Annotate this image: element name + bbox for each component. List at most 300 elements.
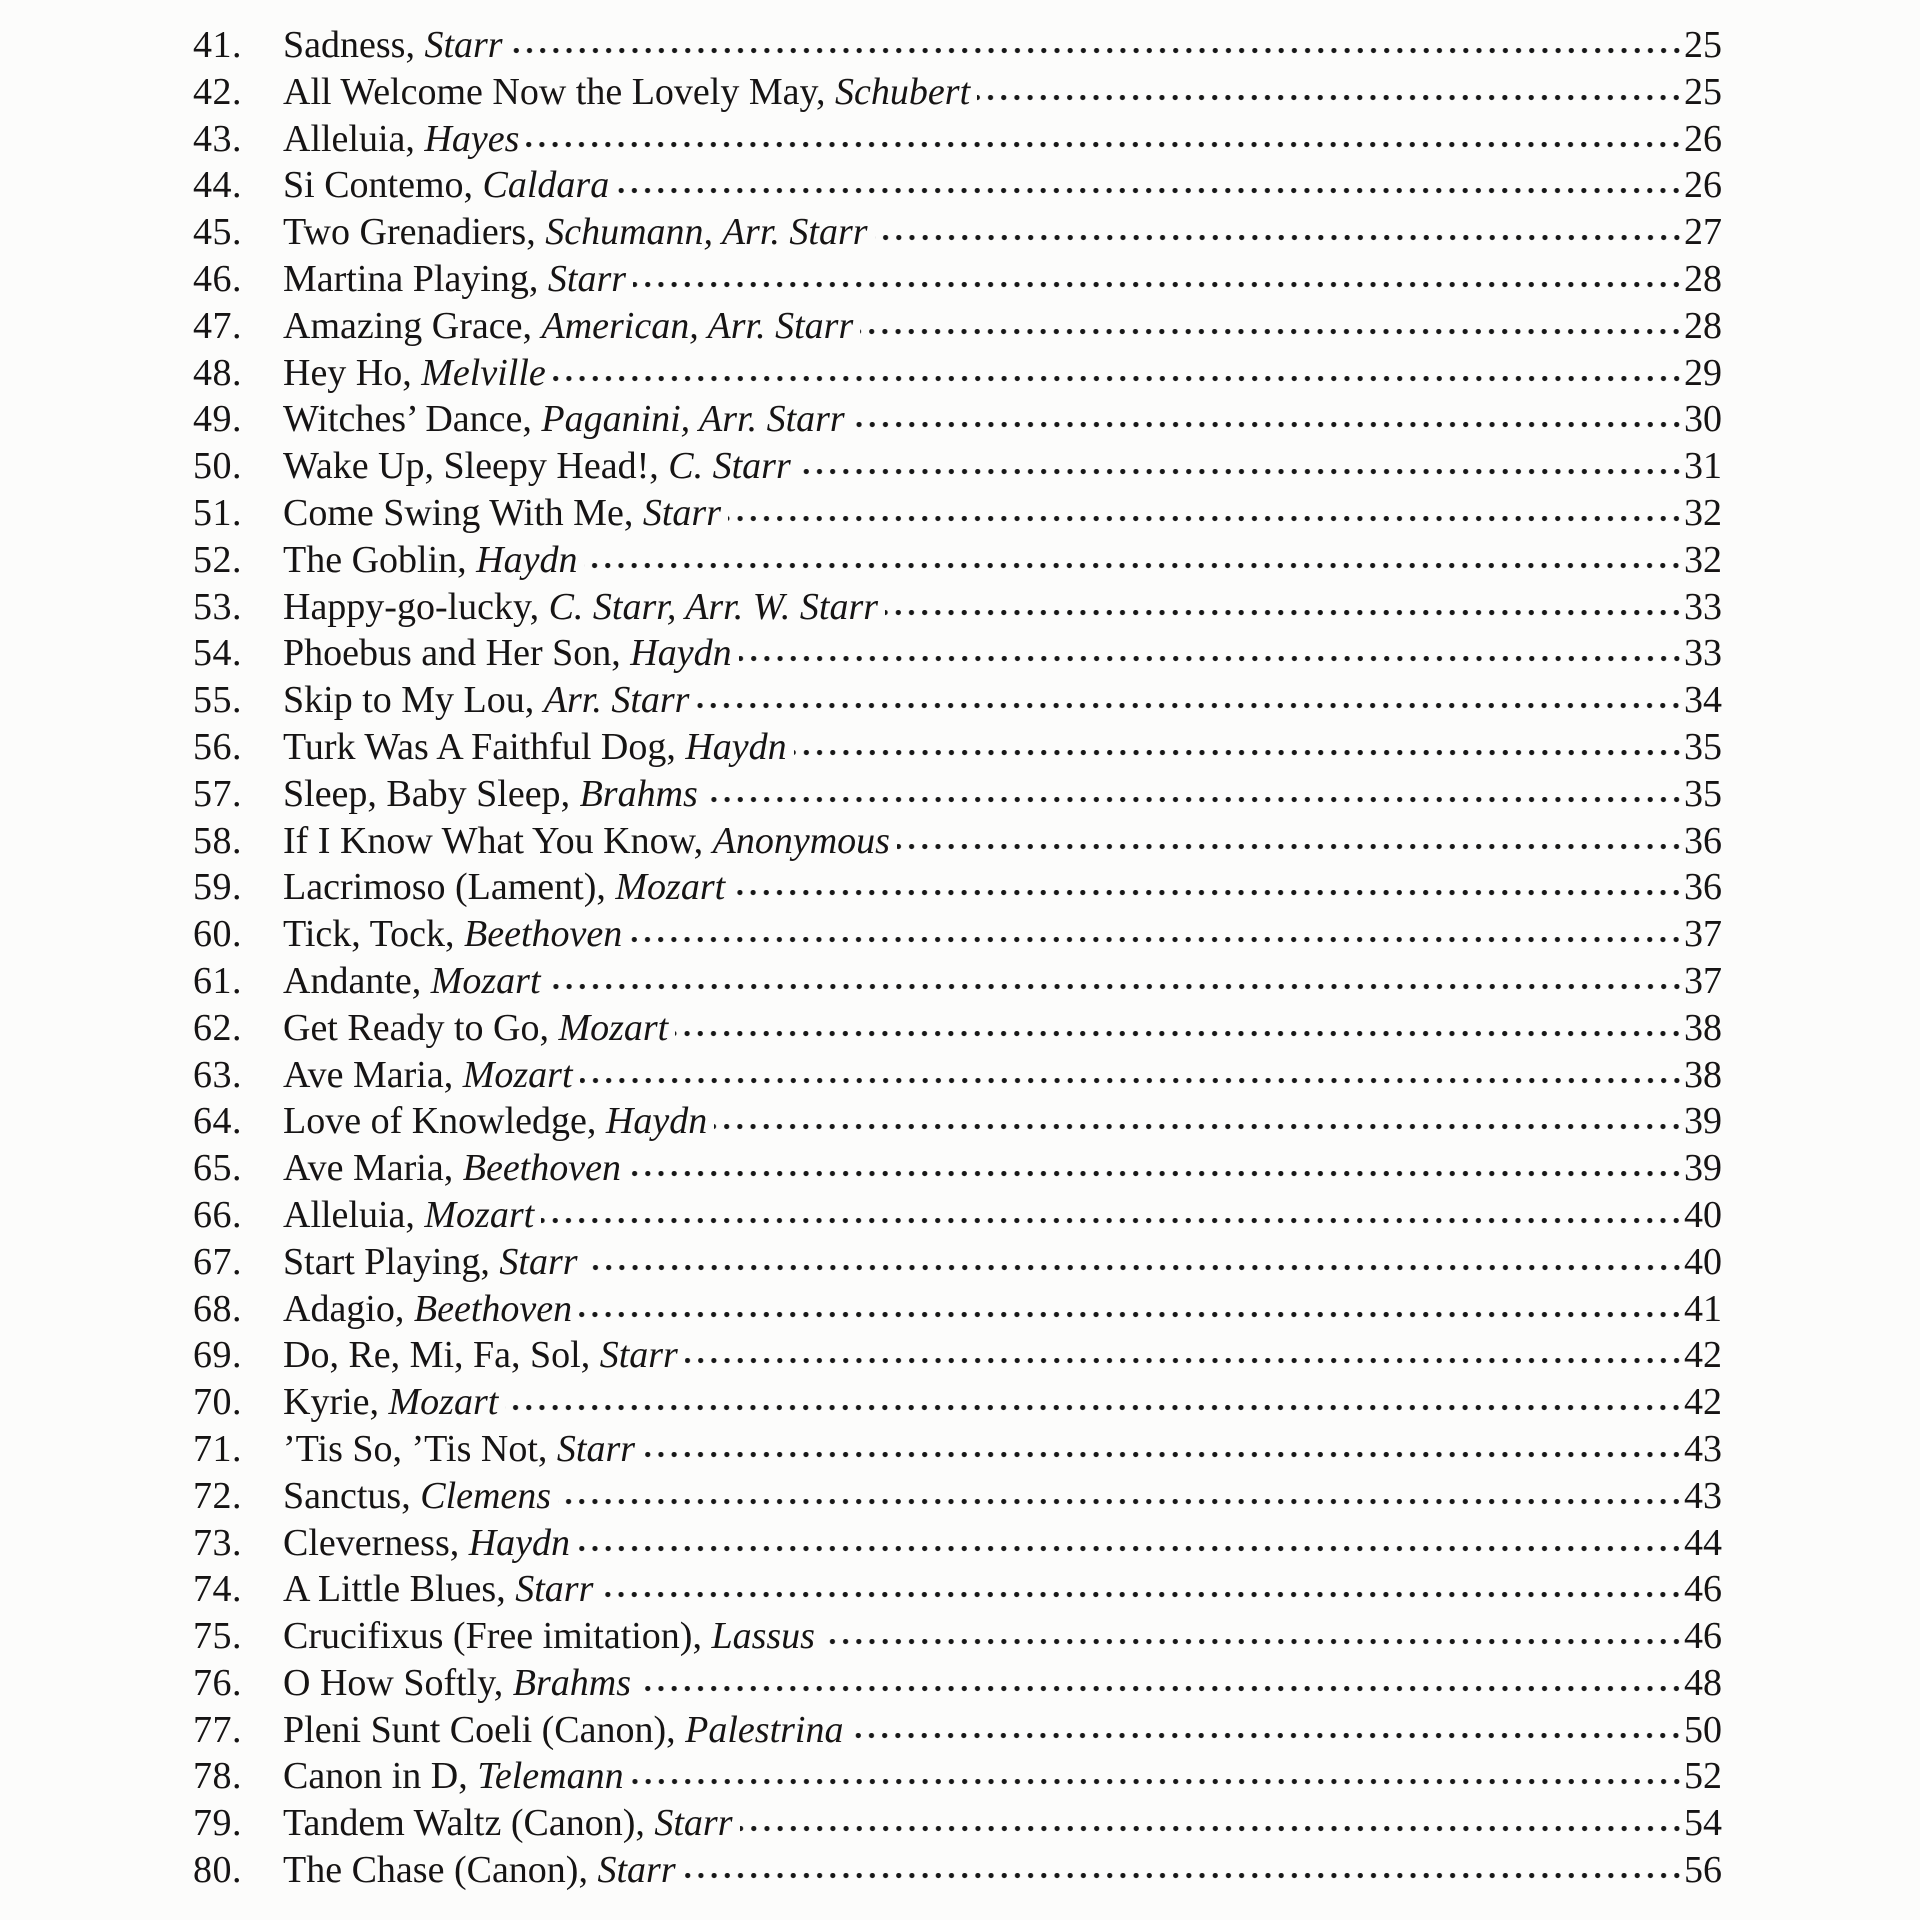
entry-title — [283, 537, 577, 584]
entry-composer: Starr — [556, 1427, 636, 1470]
entry-title-text: A Little Blues — [283, 1568, 497, 1611]
entry-composer: Beethoven — [413, 1287, 573, 1330]
entry-number: 43. — [193, 117, 242, 160]
entry-number: 79. — [193, 1802, 242, 1845]
entry-title — [283, 864, 725, 911]
entry-title-text: The Goblin — [283, 538, 458, 581]
entry-title — [283, 630, 732, 677]
entry-title — [283, 396, 845, 443]
title-composer-separator: , — [578, 1849, 598, 1892]
toc-entry — [193, 69, 1722, 116]
toc-entry — [193, 1052, 1722, 1099]
entry-title — [283, 771, 698, 818]
title-composer-separator: , — [623, 491, 643, 534]
dot-leader — [977, 95, 1684, 104]
entry-page-number: 31 — [1684, 445, 1722, 488]
entry-title — [283, 911, 622, 958]
entry-title-text: Do, Re, Mi, Fa, Sol — [283, 1334, 581, 1377]
entry-title-text: Sadness — [283, 24, 406, 66]
title-composer-separator: , — [580, 1334, 600, 1377]
entry-page-number: 29 — [1684, 351, 1722, 394]
entry-title-text: Love of Knowledge — [283, 1100, 587, 1143]
entry-number: 63. — [193, 1053, 242, 1096]
title-composer-separator: , — [666, 725, 686, 768]
dot-leader — [860, 329, 1684, 338]
entry-page-number: 26 — [1684, 117, 1722, 160]
toc-entry — [193, 1753, 1722, 1800]
title-composer-separator: , — [445, 913, 465, 956]
entry-page-number: 35 — [1684, 725, 1722, 768]
toc-entry — [193, 1332, 1722, 1379]
entry-number: 75. — [193, 1615, 242, 1658]
entry-title-text: Alleluia — [283, 1193, 406, 1236]
entry-composer: Haydn — [630, 632, 732, 675]
entry-number: 51. — [193, 491, 242, 534]
toc-entry — [193, 1426, 1722, 1473]
toc-entry — [193, 630, 1722, 677]
entry-title — [283, 116, 519, 163]
entry-title — [283, 1613, 815, 1660]
entry-page-number: 41 — [1684, 1287, 1722, 1330]
toc-entry — [193, 350, 1722, 397]
entry-title — [283, 1098, 707, 1145]
entry-title — [283, 1052, 573, 1099]
entry-title-text: All Welcome Now the Lovely May — [283, 70, 817, 113]
toc-entry — [193, 584, 1722, 631]
dot-leader — [728, 516, 1684, 525]
title-composer-separator: , — [666, 1708, 686, 1751]
toc-entry — [193, 490, 1722, 537]
title-composer-separator: , — [394, 1287, 414, 1330]
entry-number: 70. — [193, 1381, 242, 1424]
entry-title-text: If I Know What You Know — [283, 819, 694, 862]
dot-leader — [739, 656, 1684, 665]
entry-page-number: 50 — [1684, 1708, 1722, 1751]
title-composer-separator: , — [405, 1193, 425, 1236]
entry-title — [283, 1192, 534, 1239]
entry-title-text: Alleluia — [283, 117, 406, 160]
entry-title-text: Witches’ Dance — [283, 398, 523, 441]
toc-entry — [193, 22, 1722, 69]
entry-title-text: Crucifixus (Free imitation) — [283, 1615, 693, 1658]
entry-number: 74. — [193, 1568, 242, 1611]
entry-composer: C. Starr — [668, 445, 791, 488]
entry-page-number: 30 — [1684, 398, 1722, 441]
entry-number: 72. — [193, 1474, 242, 1517]
entry-composer: Paganini, Arr. Starr — [541, 398, 845, 441]
toc-entry — [193, 1005, 1722, 1052]
entry-number: 58. — [193, 819, 242, 862]
toc-entry — [193, 1566, 1722, 1613]
entry-title-text: Get Ready to Go — [283, 1006, 540, 1049]
title-composer-separator: , — [693, 819, 713, 862]
entry-composer: Mozart — [615, 866, 726, 909]
entry-title — [283, 256, 626, 303]
dot-leader — [579, 1312, 1684, 1321]
dot-leader — [584, 563, 1684, 572]
entry-title — [283, 1286, 572, 1333]
toc-entry — [193, 1379, 1722, 1426]
dot-leader — [885, 610, 1684, 619]
entry-title — [283, 1847, 676, 1894]
entry-number: 59. — [193, 866, 242, 909]
entry-page-number: 39 — [1684, 1100, 1722, 1143]
entry-composer: Haydn — [605, 1100, 708, 1143]
dot-leader — [732, 890, 1684, 899]
entry-composer: Starr — [597, 1849, 676, 1892]
title-composer-separator: , — [443, 1053, 463, 1096]
entry-composer: Haydn — [476, 538, 578, 581]
dot-leader — [852, 422, 1684, 431]
entry-number: 53. — [193, 585, 242, 628]
entry-page-number: 32 — [1684, 491, 1722, 534]
dot-leader — [585, 1265, 1684, 1274]
toc-entry — [193, 911, 1722, 958]
entry-page-number: 37 — [1684, 913, 1722, 956]
entry-title-text: Lacrimoso (Lament) — [283, 866, 597, 909]
dot-leader — [553, 376, 1684, 385]
dot-leader — [696, 703, 1684, 712]
entry-title — [283, 724, 787, 771]
title-composer-separator: , — [402, 351, 422, 394]
entry-number: 49. — [193, 398, 242, 441]
entry-page-number: 46 — [1684, 1615, 1722, 1658]
dot-leader — [638, 1686, 1684, 1695]
title-composer-separator: , — [529, 585, 549, 628]
toc-entry — [193, 864, 1722, 911]
entry-number: 42. — [193, 70, 242, 113]
title-composer-separator: , — [524, 679, 544, 722]
entry-number: 46. — [193, 257, 242, 300]
entry-composer: Mozart — [558, 1006, 669, 1049]
entry-page-number: 34 — [1684, 679, 1722, 722]
entry-composer: Telemann — [477, 1755, 624, 1798]
entry-title-text: Start Playing — [283, 1240, 481, 1283]
entry-page-number: 33 — [1684, 585, 1722, 628]
entry-title-text: Happy-go-lucky — [283, 585, 530, 628]
entry-number: 57. — [193, 772, 242, 815]
dot-leader — [850, 1733, 1684, 1742]
entry-title-text: Ave Maria — [283, 1053, 444, 1096]
entry-title — [283, 443, 791, 490]
entry-composer: Schumann, Arr. Starr — [545, 211, 868, 254]
toc-entry — [193, 1613, 1722, 1660]
entry-page-number: 43 — [1684, 1474, 1722, 1517]
entry-title-text: The Chase (Canon) — [283, 1849, 579, 1892]
entry-composer: Starr — [547, 257, 627, 300]
entry-composer: Brahms — [579, 772, 698, 815]
entry-number: 80. — [193, 1849, 242, 1892]
entry-number: 45. — [193, 211, 242, 254]
entry-title-text: Come Swing With Me — [283, 491, 624, 534]
entry-title — [283, 584, 878, 631]
entry-page-number: 40 — [1684, 1193, 1722, 1236]
entry-title — [283, 1332, 678, 1379]
title-composer-separator: , — [537, 1427, 557, 1470]
toc-entry — [193, 1660, 1722, 1707]
entry-title-text: Phoebus and Her Son — [283, 632, 612, 675]
toc-entry — [193, 1707, 1722, 1754]
title-composer-separator: , — [443, 1147, 463, 1190]
entry-title-text: Sleep, Baby Sleep — [283, 772, 561, 815]
entry-title-text: Skip to My Lou — [283, 679, 525, 722]
dot-leader — [577, 1546, 1684, 1555]
entry-title — [283, 69, 970, 116]
entry-composer: Brahms — [512, 1661, 631, 1704]
toc-entry — [193, 116, 1722, 163]
title-composer-separator: , — [816, 70, 836, 113]
entry-number: 77. — [193, 1708, 242, 1751]
title-composer-separator: , — [401, 1474, 421, 1517]
toc-entry — [193, 1192, 1722, 1239]
toc-entry — [193, 1286, 1722, 1333]
title-composer-separator: , — [528, 257, 548, 300]
toc-entry — [193, 1145, 1722, 1192]
entry-number: 71. — [193, 1427, 242, 1470]
entry-title-text: Tick, Tock — [283, 913, 446, 956]
entry-number: 65. — [193, 1147, 242, 1190]
entry-page-number: 39 — [1684, 1147, 1722, 1190]
entry-composer: Mozart — [388, 1381, 499, 1424]
dot-leader — [616, 188, 1684, 197]
entry-title-text: Canon in D — [283, 1755, 459, 1798]
entry-number: 47. — [193, 304, 242, 347]
title-composer-separator: , — [539, 1006, 559, 1049]
entry-number: 54. — [193, 632, 242, 675]
dot-leader — [705, 797, 1684, 806]
entry-number: 44. — [193, 164, 242, 207]
entry-title — [283, 958, 541, 1005]
title-composer-separator: , — [457, 538, 477, 581]
toc-entry — [193, 1473, 1722, 1520]
entry-title — [283, 1473, 551, 1520]
toc-entry — [193, 1520, 1722, 1567]
entry-title — [283, 1005, 668, 1052]
entry-page-number: 42 — [1684, 1334, 1722, 1377]
entry-number: 50. — [193, 445, 242, 488]
entry-composer: Caldara — [482, 164, 610, 207]
entry-number: 55. — [193, 679, 242, 722]
entry-title — [283, 1520, 570, 1567]
entry-page-number: 46 — [1684, 1568, 1722, 1611]
title-composer-separator: , — [458, 1755, 478, 1798]
dot-leader — [897, 844, 1684, 853]
dot-leader — [683, 1873, 1684, 1882]
entry-title-text: Kyrie — [283, 1381, 370, 1424]
entry-composer: Mozart — [462, 1053, 573, 1096]
entry-title — [283, 1379, 498, 1426]
entry-title — [283, 209, 868, 256]
entry-page-number: 52 — [1684, 1755, 1722, 1798]
toc-entry — [193, 396, 1722, 443]
toc-entry — [193, 537, 1722, 584]
entry-title-text: Amazing Grace — [283, 304, 523, 347]
entry-page-number: 27 — [1684, 211, 1722, 254]
dot-leader — [548, 984, 1684, 993]
title-composer-separator: , — [369, 1381, 389, 1424]
entry-title — [283, 1566, 593, 1613]
dot-leader — [628, 1171, 1684, 1180]
toc-entry — [193, 724, 1722, 771]
entry-page-number: 25 — [1684, 24, 1722, 66]
entry-title-text: Ave Maria — [283, 1147, 444, 1190]
toc-entry — [193, 958, 1722, 1005]
entry-title — [283, 303, 853, 350]
entry-title — [283, 162, 609, 209]
title-composer-separator: , — [405, 24, 425, 66]
entry-title — [283, 1660, 631, 1707]
title-composer-separator: , — [611, 632, 631, 675]
entry-number: 48. — [193, 351, 242, 394]
entry-page-number: 26 — [1684, 164, 1722, 207]
entry-page-number: 33 — [1684, 632, 1722, 675]
entry-number: 61. — [193, 959, 242, 1002]
title-composer-separator: , — [496, 1568, 516, 1611]
entry-composer: Lassus — [711, 1615, 815, 1658]
entry-page-number: 38 — [1684, 1053, 1722, 1096]
entry-composer: Starr — [499, 1240, 578, 1283]
dot-leader — [675, 1031, 1684, 1040]
entry-title — [283, 1426, 635, 1473]
entry-title-text: Two Grenadiers — [283, 211, 527, 254]
entry-composer: Melville — [421, 351, 546, 394]
title-composer-separator: , — [649, 445, 669, 488]
title-composer-separator: , — [526, 211, 546, 254]
dot-leader — [631, 1779, 1684, 1788]
dot-leader — [685, 1358, 1684, 1367]
entry-title — [283, 1145, 621, 1192]
dot-leader — [740, 1826, 1685, 1835]
entry-composer: Beethoven — [464, 913, 623, 956]
title-composer-separator: , — [411, 959, 431, 1002]
toc-entry — [193, 771, 1722, 818]
entry-page-number: 36 — [1684, 819, 1722, 862]
entry-page-number: 28 — [1684, 257, 1722, 300]
toc-entry — [193, 303, 1722, 350]
entry-number: 56. — [193, 725, 242, 768]
entry-composer: Starr — [515, 1568, 594, 1611]
entry-title-text: O How Softly — [283, 1661, 494, 1704]
entry-page-number: 44 — [1684, 1521, 1722, 1564]
entry-title — [283, 677, 689, 724]
entry-title-text: Adagio — [283, 1287, 395, 1330]
title-composer-separator: , — [405, 117, 425, 160]
entry-title — [283, 22, 503, 69]
entry-title-text: Wake Up, Sleepy Head! — [283, 445, 650, 488]
entry-composer: Haydn — [685, 725, 787, 768]
entry-composer: Arr. Starr — [543, 679, 690, 722]
title-composer-separator: , — [480, 1240, 500, 1283]
title-composer-separator: , — [692, 1615, 712, 1658]
entry-number: 41. — [193, 24, 242, 66]
entry-composer: Mozart — [424, 1193, 535, 1236]
entry-title-text: Pleni Sunt Coeli (Canon) — [283, 1708, 667, 1751]
dot-leader — [875, 235, 1684, 244]
entry-title-text: Si Contemo — [283, 164, 464, 207]
toc-entry — [193, 677, 1722, 724]
toc-entry — [193, 256, 1722, 303]
entry-title-text: Sanctus — [283, 1474, 402, 1517]
toc-entry — [193, 1800, 1722, 1847]
entry-title-text: Hey Ho — [283, 351, 403, 394]
entry-title — [283, 1239, 578, 1286]
entry-composer: Starr — [599, 1334, 678, 1377]
entry-title-text: ’Tis So, ’Tis Not — [283, 1427, 538, 1470]
dot-leader — [794, 750, 1684, 759]
entry-number: 62. — [193, 1006, 242, 1049]
entry-title-text: Martina Playing — [283, 257, 529, 300]
entry-number: 67. — [193, 1240, 242, 1283]
entry-title-text: Turk Was A Faithful Dog — [283, 725, 667, 768]
dot-leader — [505, 1405, 1684, 1414]
entry-page-number: 56 — [1684, 1849, 1722, 1892]
entry-number: 69. — [193, 1334, 242, 1377]
entry-title-text: Andante — [283, 959, 412, 1002]
entry-page-number: 28 — [1684, 304, 1722, 347]
toc-entry — [193, 1239, 1722, 1286]
entry-title — [283, 1800, 733, 1847]
dot-leader — [822, 1639, 1684, 1648]
dot-leader — [541, 1218, 1684, 1227]
title-composer-separator: , — [522, 398, 542, 441]
entry-page-number: 36 — [1684, 866, 1722, 909]
entry-composer: C. Starr, Arr. W. Starr — [548, 585, 879, 628]
entry-page-number: 32 — [1684, 538, 1722, 581]
toc-entry — [193, 1098, 1722, 1145]
title-composer-separator: , — [586, 1100, 606, 1143]
dot-leader — [642, 1452, 1684, 1461]
toc-list — [193, 22, 1722, 1894]
entry-composer: Palestrina — [685, 1708, 844, 1751]
toc-entry — [193, 209, 1722, 256]
dot-leader — [510, 48, 1684, 57]
entry-number: 64. — [193, 1100, 242, 1143]
entry-number: 66. — [193, 1193, 242, 1236]
entry-composer: Clemens — [420, 1474, 552, 1517]
entry-composer: Starr — [654, 1802, 733, 1845]
dot-leader — [629, 937, 1684, 946]
entry-composer: Hayes — [424, 117, 520, 160]
dot-leader — [798, 469, 1684, 478]
entry-title — [283, 818, 890, 865]
toc-entry — [193, 818, 1722, 865]
entry-number: 78. — [193, 1755, 242, 1798]
dot-leader — [558, 1499, 1684, 1508]
entry-title — [283, 490, 721, 537]
entry-number: 68. — [193, 1287, 242, 1330]
entry-composer: Starr — [642, 491, 721, 534]
entry-composer: American, Arr. Starr — [541, 304, 854, 347]
title-composer-separator: , — [596, 866, 616, 909]
entry-page-number: 25 — [1684, 70, 1722, 113]
entry-page-number: 40 — [1684, 1240, 1722, 1283]
title-composer-separator: , — [522, 304, 542, 347]
entry-title — [283, 350, 546, 397]
entry-composer: Anonymous — [712, 819, 890, 862]
entry-page-number: 43 — [1684, 1427, 1722, 1470]
title-composer-separator: , — [560, 772, 580, 815]
title-composer-separator: , — [449, 1521, 469, 1564]
entry-page-number: 42 — [1684, 1381, 1722, 1424]
entry-title-text: Tandem Waltz (Canon) — [283, 1802, 636, 1845]
entry-page-number: 48 — [1684, 1661, 1722, 1704]
entry-number: 73. — [193, 1521, 242, 1564]
title-composer-separator: , — [493, 1661, 513, 1704]
entry-page-number: 37 — [1684, 959, 1722, 1002]
entry-composer: Haydn — [468, 1521, 571, 1564]
entry-page-number: 54 — [1684, 1802, 1722, 1845]
entry-title-text: Cleverness — [283, 1521, 450, 1564]
